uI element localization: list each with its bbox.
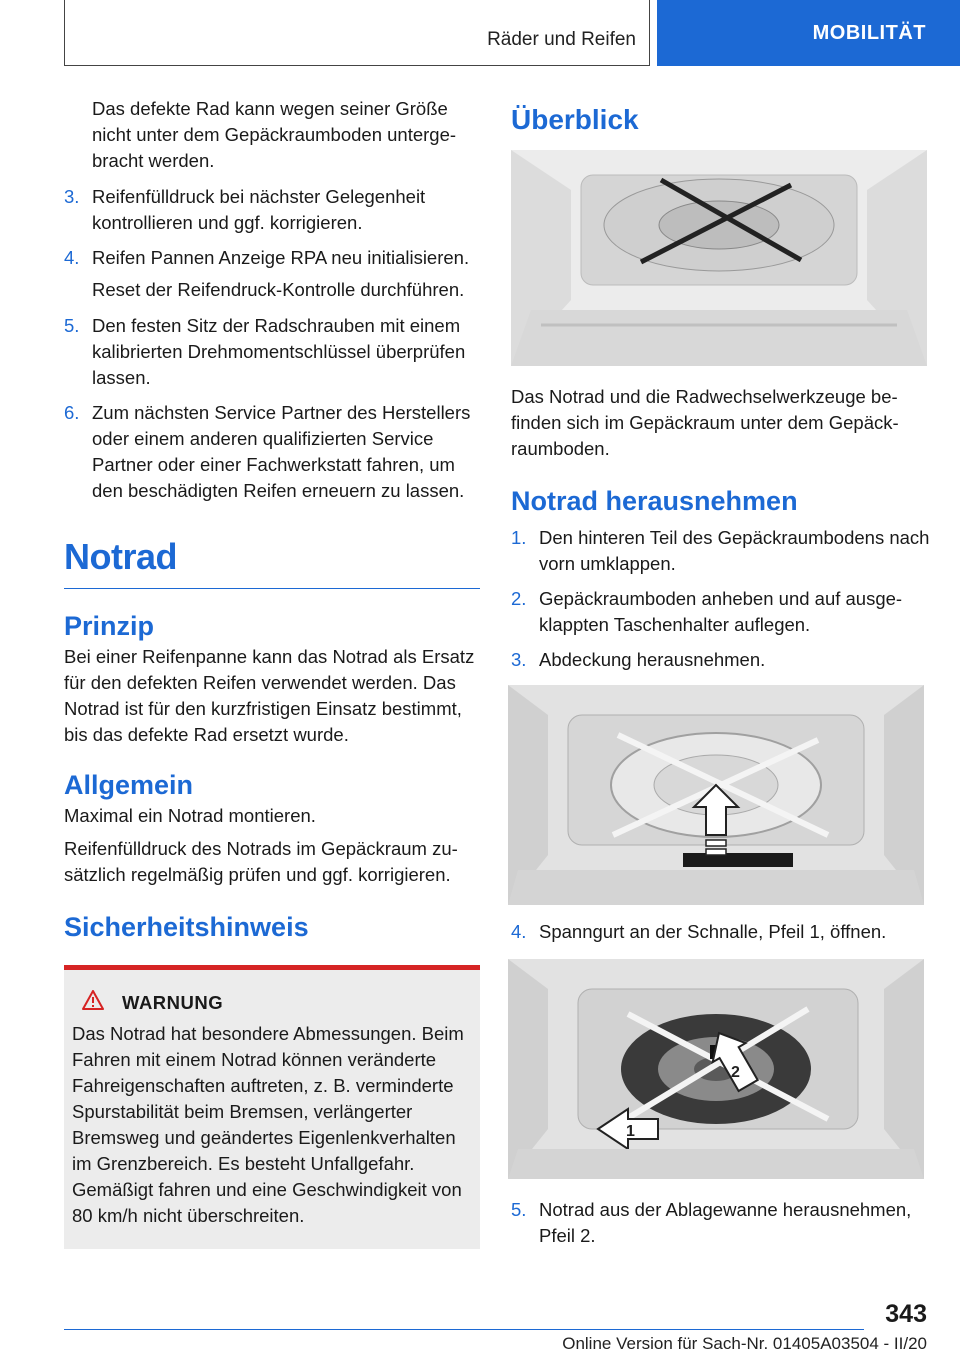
arrow-2-label: 2 <box>731 1064 740 1081</box>
list-item <box>511 586 931 638</box>
warning-label: WARNUNG <box>122 991 224 1013</box>
left-column <box>64 96 480 1249</box>
step-number: 1. <box>511 527 527 548</box>
list-item <box>64 184 480 236</box>
warning-header <box>72 990 470 1015</box>
step-text: Zum nächsten Service Partner des Herstellers oder einem anderen qualifizierten Service Partner oder einer Fachwerkstatt fahren, um den beschädigten Reifen erneuern zu lassen. <box>92 402 471 501</box>
list-item <box>511 1197 931 1249</box>
list-item <box>64 245 480 271</box>
list-item <box>64 313 480 391</box>
list-item <box>64 400 480 504</box>
section-heading-prinzip: Prinzip <box>64 611 155 641</box>
step-text: Den festen Sitz der Radschrauben mit einem kalibrierten Drehmomentschlüssel überprüfen lassen. <box>92 315 466 388</box>
footer-rule <box>64 1329 864 1330</box>
step-number: 3. <box>511 649 527 670</box>
chapter-heading: Notrad <box>64 536 177 577</box>
intro-text: Das defekte Rad kann wegen seiner Größe nicht unter dem Gepäckraumboden untergebracht werden. <box>92 98 457 171</box>
step-subtext: Reset der Reifendruck-Kontrolle durchführen. <box>92 279 465 300</box>
section-heading-herausnehmen: Notrad herausnehmen <box>511 486 798 516</box>
step-text: Spanngurt an der Schnalle, Pfeil 1, öffnen. <box>539 921 887 942</box>
step-text: Den hinteren Teil des Gepäckraumbodens nach vorn umklappen. <box>539 527 930 574</box>
step-number: 5. <box>64 315 80 336</box>
step-text: Gepäckraumboden anheben und auf ausgeklappten Taschenhalter auflegen. <box>539 588 903 635</box>
right-column <box>511 96 931 1258</box>
section-title: Räder und Reifen <box>487 29 636 50</box>
warning-box <box>64 965 480 1249</box>
list-item <box>511 647 931 673</box>
step-number: 6. <box>64 402 80 423</box>
list-item <box>511 525 931 577</box>
arrow-1-label: 1 <box>626 1123 635 1140</box>
step-text: Reifenfülldruck bei nächster Gelegenheit kontrollieren und ggf. korrigieren. <box>92 186 426 233</box>
heading-rule <box>64 588 480 589</box>
step-text: Reifen Pannen Anzeige RPA neu initialisieren. <box>92 247 470 268</box>
step-number: 2. <box>511 588 527 609</box>
allgemein-text-1: Maximal ein Notrad montieren. <box>64 805 316 826</box>
trunk-overview-image <box>511 150 927 366</box>
page-number: 343 <box>885 1300 927 1328</box>
step-text: Abdeckung herausnehmen. <box>539 649 766 670</box>
step-number: 4. <box>511 921 527 942</box>
step-number: 4. <box>64 247 80 268</box>
section-heading-sicherheit: Sicherheitshinweis <box>64 912 309 942</box>
chapter-tab: MOBILITÄT <box>657 0 960 66</box>
section-heading-ueberblick: Überblick <box>511 104 639 135</box>
strap-release-image <box>508 959 924 1179</box>
warning-text: Das Notrad hat besondere Abmessungen. Beim Fahren mit einem Notrad können veränderte Fahreigenschaften auftreten, z. B. verminderte Spurstabilität beim Bremsen, verlängerter Bremsweg und geändertes Eigenlenkverhalten im Grenzbereich. Es besteht Unfallgefahr. Gemäßigt fahren und eine Geschwindigkeit von 80 km/h nicht überschreiten. <box>72 1023 464 1226</box>
warning-triangle-icon <box>82 990 104 1015</box>
cover-removal-image <box>508 685 924 905</box>
section-heading-allgemein: Allgemein <box>64 770 194 800</box>
allgemein-text-2: Reifenfülldruck des Notrads im Gepäckraum zusätzlich regelmäßig prüfen und ggf. korrigieren. <box>64 838 458 885</box>
step-text: Notrad aus der Ablagewanne herausnehmen, Pfeil 2. <box>539 1199 912 1246</box>
step-number: 3. <box>64 186 80 207</box>
prinzip-text: Bei einer Reifenpanne kann das Notrad als Ersatz für den defekten Reifen verwendet werden. Das Notrad ist für den kurzfristigen Einsatz bestimmt, bis das defekte Rad ersetzt wurde. <box>64 646 475 745</box>
online-version-text: Online Version für Sach-Nr. 01405A03504 - II/20 <box>562 1334 927 1353</box>
step-number: 5. <box>511 1199 527 1220</box>
list-item <box>511 919 931 945</box>
ueberblick-text: Das Notrad und die Radwechselwerkzeuge befinden sich im Gepäckraum unter dem Gepäckraumboden. <box>511 386 899 459</box>
